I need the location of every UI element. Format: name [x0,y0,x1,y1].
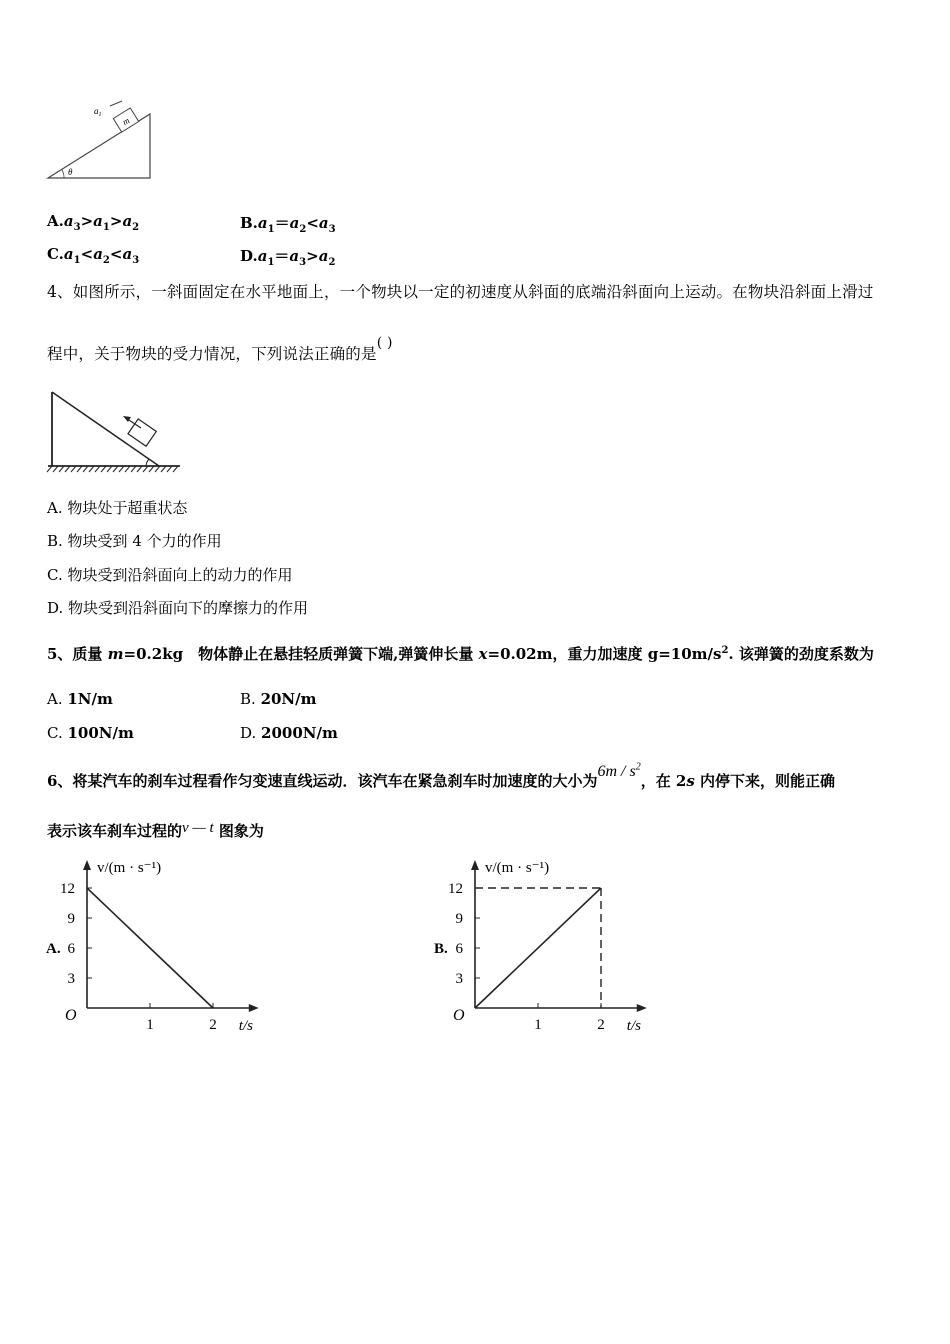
y-axis-label: v/(m · s⁻¹) [97,860,162,876]
block [128,419,156,446]
svg-text:m: m [120,115,132,128]
y-tick-label: 9 [67,911,75,927]
q4-option-d[interactable]: D. 物块受到沿斜面向下的摩擦力的作用 [47,599,309,617]
q3-option-b[interactable]: $B.a_1=a_2<a_3$ [240,214,336,235]
series-line [87,888,213,1008]
y-axis-arrow [471,860,479,870]
q3-option-a[interactable]: $A.a_3>a_1>a_2$ [47,212,140,233]
series-line [475,888,601,1008]
x-axis-arrow [637,1004,647,1012]
q5-option-a[interactable]: A. 1N/m [47,690,113,708]
incline-figure-2 [44,384,184,476]
q3-option-c[interactable]: $C.a_1<a_2<a_3$ [47,245,140,266]
x-tick-label: 1 [534,1017,542,1033]
q5-option-c[interactable]: C. 100N/m [47,724,134,742]
x-axis-label: t/s [238,1018,253,1034]
theta-label: θ [68,167,73,177]
chart-a [40,845,280,1040]
incline-figure-1 [40,100,160,185]
origin-label: O [65,1007,77,1024]
accel-value: $6m / s^2$ [597,761,641,780]
y-axis-label: v/(m · s⁻¹) [485,860,550,876]
y-axis-arrow [83,860,91,870]
q3-option-d[interactable]: $D.a_1=a_3>a_2$ [240,247,336,268]
accel-label: $a_1$ [94,106,102,118]
x-tick-label: 2 [597,1017,605,1033]
q4-option-c[interactable]: C. 物块受到沿斜面向上的动力的作用 [47,566,293,584]
q5-stem: 5、质量 m=0.2kg 物体静止在悬挂轻质弹簧下端,弹簧伸长量 x=0.02m，重力加速度 $g=10m/s^2$. 该弹簧的劲度系数为 [47,645,874,663]
x-axis-arrow [249,1004,259,1012]
y-tick-label: 6 [67,941,75,957]
answer-blank: ( ) [376,335,393,351]
x-axis-label: t/s [626,1018,641,1034]
q4-stem-line2: 程中，关于物块的受力情况，下列说法正确的是( ) [47,335,393,363]
chart-b [428,845,668,1040]
q6-stem-line1: 6、将某汽车的刹车过程看作匀变速直线运动．该汽车在紧急刹车时加速度的大小为$6m / s^2$，在 2s 内停下来，则能正确 [47,761,836,790]
q5-option-d[interactable]: D. 2000N/m [240,724,338,742]
block-m [113,108,138,132]
q4-stem-line1: 4、如图所示，一斜面固定在水平地面上，一个物块以一定的初速度从斜面的底端沿斜面向上运动。在物块沿斜面上滑过 [47,283,874,301]
y-tick-label: 3 [455,971,463,987]
chart-option-label: A. [46,941,61,957]
x-tick-label: 1 [146,1017,154,1033]
q4-option-b[interactable]: B. 物块受到 4 个力的作用 [47,532,222,550]
chart-option-label: B. [434,941,448,957]
q5-option-b[interactable]: B. 20N/m [240,690,317,708]
y-tick-label: 12 [448,881,463,897]
q6-stem-line2: 表示该车刹车过程的v — t 图象为 [47,820,264,840]
origin-label: O [453,1007,465,1024]
x-tick-label: 2 [209,1017,217,1033]
y-tick-label: 9 [455,911,463,927]
y-tick-label: 6 [455,941,463,957]
y-tick-label: 3 [67,971,75,987]
y-tick-label: 12 [60,881,75,897]
accel-arrow [110,101,122,106]
q4-option-a[interactable]: A. 物块处于超重状态 [47,499,188,517]
